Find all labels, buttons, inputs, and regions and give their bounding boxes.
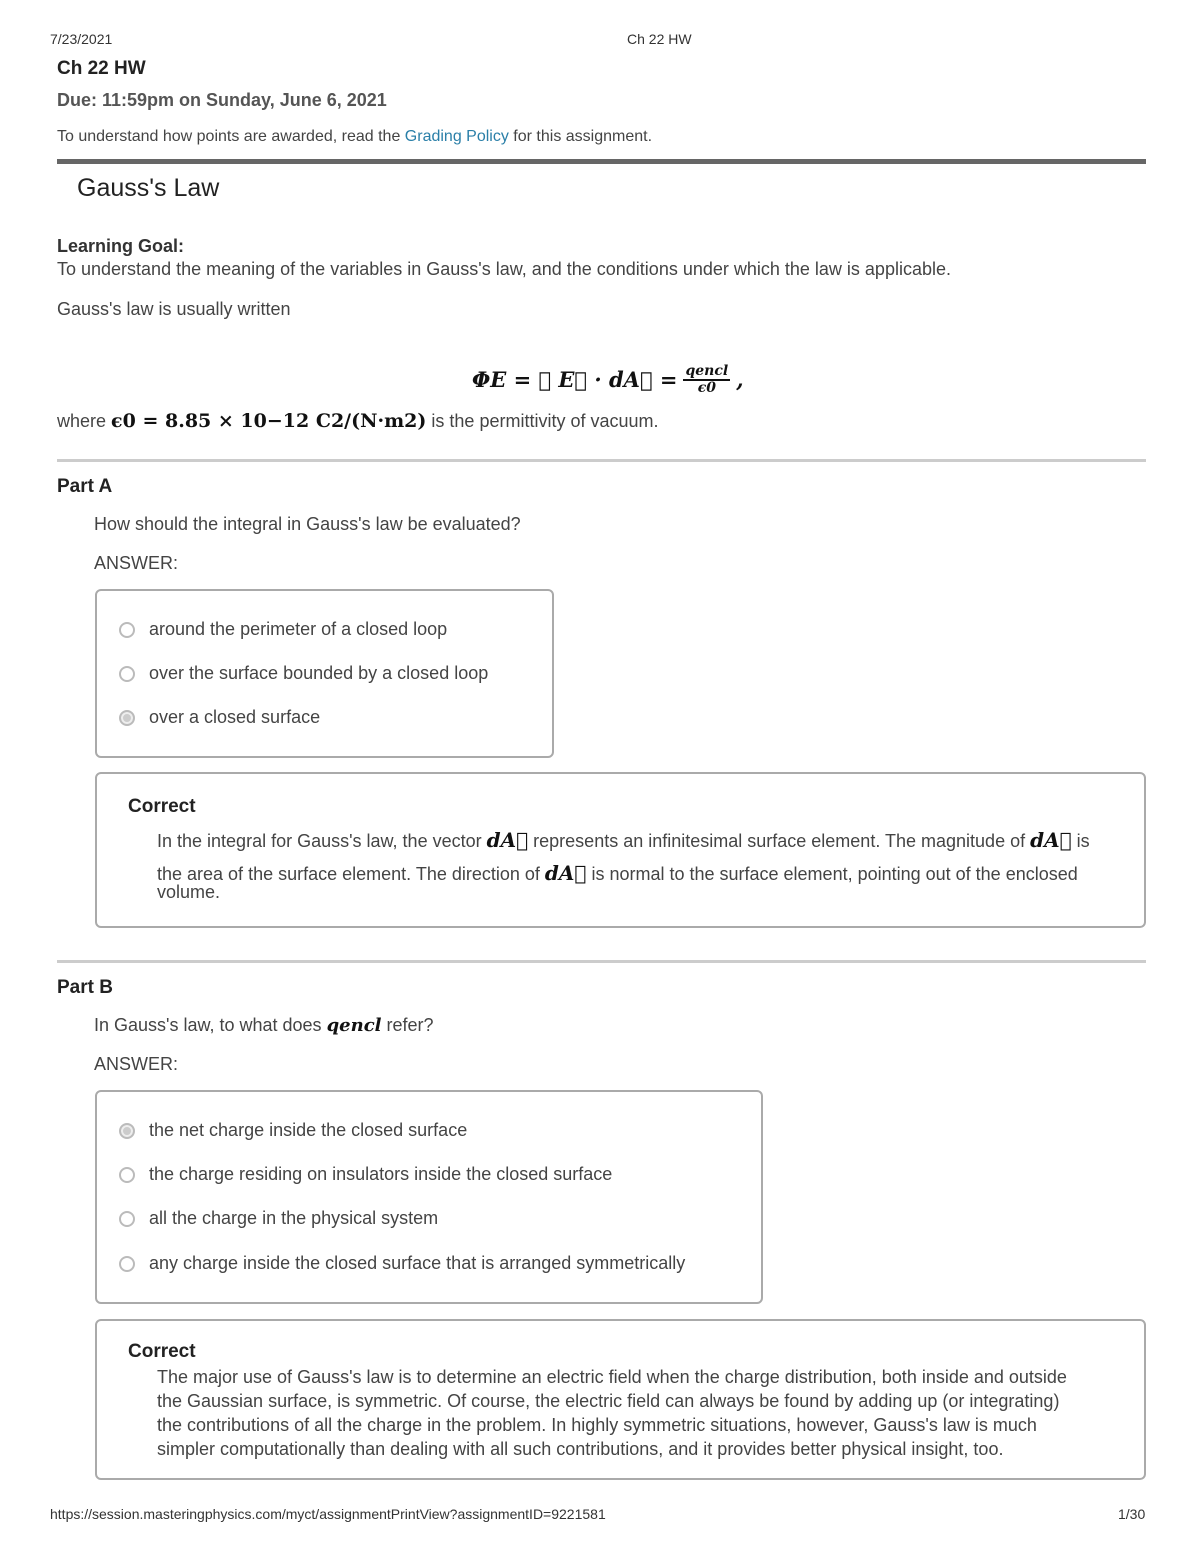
grading-note-pre: To understand how points are awarded, read the xyxy=(57,128,401,145)
feedback-line: simpler computationally than dealing with all such contributions, and it provides better physical insight, too. xyxy=(157,1439,1004,1459)
part-a-divider xyxy=(57,459,1146,462)
feedback-line: volume. xyxy=(157,882,221,902)
option-label: any charge inside the closed surface that is arranged symmetrically xyxy=(149,1253,686,1273)
option-label: the charge residing on insulators inside the closed surface xyxy=(149,1164,613,1184)
option-label: over a closed surface xyxy=(149,707,321,727)
part-a-feedback-title: Correct xyxy=(128,796,196,817)
grading-policy-link[interactable]: Grading Policy xyxy=(404,128,509,145)
feedback-line xyxy=(157,861,1137,886)
part-b-option-1[interactable] xyxy=(119,1120,467,1141)
part-a-question: How should the integral in Gauss's law be evaluated? xyxy=(94,514,521,534)
intro-text: Gauss's law is usually written xyxy=(57,299,291,319)
equation-numerator: qencl xyxy=(685,363,729,379)
assignment-title: Ch 22 HW xyxy=(57,58,146,79)
equation-lhs: ΦE = ∮ E⃗ · dA⃗ = xyxy=(472,367,678,393)
feedback-segment: is xyxy=(1076,831,1090,851)
radio-button-selected[interactable] xyxy=(119,710,135,726)
part-b-question xyxy=(94,1015,434,1036)
header-divider xyxy=(57,159,1146,164)
radio-button-selected[interactable] xyxy=(119,1123,135,1139)
part-a-feedback-box xyxy=(95,772,1146,928)
permittivity-expression: ϵ0 = 8.85 × 10−12 C2/(N·m2) xyxy=(111,410,427,432)
equation-trail: , xyxy=(736,367,744,393)
part-a-answer-box xyxy=(95,589,554,758)
part-b-answer-box xyxy=(95,1090,763,1304)
option-label: over the surface bounded by a closed loop xyxy=(149,663,489,683)
part-b-answer-label: ANSWER: xyxy=(94,1054,179,1074)
print-url: https://session.masteringphysics.com/myct/assignmentPrintView?assignmentID=9221581 xyxy=(50,1506,606,1522)
permittivity-line xyxy=(57,410,659,432)
part-b-option-2[interactable] xyxy=(119,1164,612,1185)
part-b-feedback-box xyxy=(95,1319,1146,1480)
learning-goal-text: To understand the meaning of the variables in Gauss's law, and the conditions under which the law is applicable. xyxy=(57,259,951,279)
feedback-line: The major use of Gauss's law is to determine an electric field when the charge distribution, both inside and outside xyxy=(157,1367,1067,1387)
radio-button[interactable] xyxy=(119,1256,135,1272)
print-date: 7/23/2021 xyxy=(50,31,113,47)
option-label: around the perimeter of a closed loop xyxy=(149,619,448,639)
learning-goal-label: Learning Goal: xyxy=(57,236,185,256)
part-b-option-3[interactable] xyxy=(119,1208,438,1229)
radio-button[interactable] xyxy=(119,666,135,682)
grading-note-post: for this assignment. xyxy=(513,128,653,145)
feedback-segment: represents an infinitesimal surface element. The magnitude of xyxy=(533,831,1026,851)
vector-dA: dA⃗ xyxy=(1030,828,1072,852)
feedback-segment: the area of the surface element. The direction of xyxy=(157,864,540,884)
q-encl-symbol: qencl xyxy=(326,1015,382,1036)
part-b-feedback-title: Correct xyxy=(128,1341,196,1362)
grading-note xyxy=(57,128,652,146)
page-number: 1/30 xyxy=(1118,1506,1146,1522)
part-b-option-4[interactable] xyxy=(119,1253,685,1274)
question-segment: In Gauss's law, to what does xyxy=(94,1015,322,1035)
problem-title: Gauss's Law xyxy=(77,174,220,202)
option-label: all the charge in the physical system xyxy=(149,1208,439,1228)
option-label: the net charge inside the closed surface xyxy=(149,1120,468,1140)
radio-button[interactable] xyxy=(119,1211,135,1227)
part-b-label: Part B xyxy=(57,977,113,998)
part-a-option-3[interactable] xyxy=(119,707,320,728)
radio-button[interactable] xyxy=(119,622,135,638)
part-b-divider xyxy=(57,960,1146,963)
print-title: Ch 22 HW xyxy=(627,31,692,47)
feedback-line: the contributions of all the charge in the problem. In highly symmetric situations, however, Gauss's law is much xyxy=(157,1415,1037,1435)
where-post: is the permittivity of vacuum. xyxy=(431,411,659,431)
feedback-line: the Gaussian surface, is symmetric. Of course, the electric field can always be found by adding up (or integrating) xyxy=(157,1391,1060,1411)
vector-dA: dA⃗ xyxy=(486,828,529,852)
equation-denominator: ϵ0 xyxy=(697,379,716,396)
part-a-answer-label: ANSWER: xyxy=(94,553,179,573)
radio-button[interactable] xyxy=(119,1167,135,1183)
part-b-feedback-text xyxy=(157,1365,1142,1461)
part-a-label: Part A xyxy=(57,476,113,497)
vector-dA: dA⃗ xyxy=(544,861,587,885)
due-date: Due: 11:59pm on Sunday, June 6, 2021 xyxy=(57,90,387,110)
question-segment: refer? xyxy=(386,1015,434,1035)
feedback-segment: In the integral for Gauss's law, the vector xyxy=(157,831,482,851)
feedback-segment: is normal to the surface element, pointing out of the enclosed xyxy=(591,864,1078,884)
part-a-feedback-text xyxy=(157,828,1137,904)
gauss-equation xyxy=(472,364,744,395)
feedback-line xyxy=(157,828,1137,853)
part-a-option-1[interactable] xyxy=(119,619,447,640)
where-pre: where xyxy=(57,411,107,431)
part-a-option-2[interactable] xyxy=(119,663,488,684)
equation-fraction xyxy=(683,364,730,395)
